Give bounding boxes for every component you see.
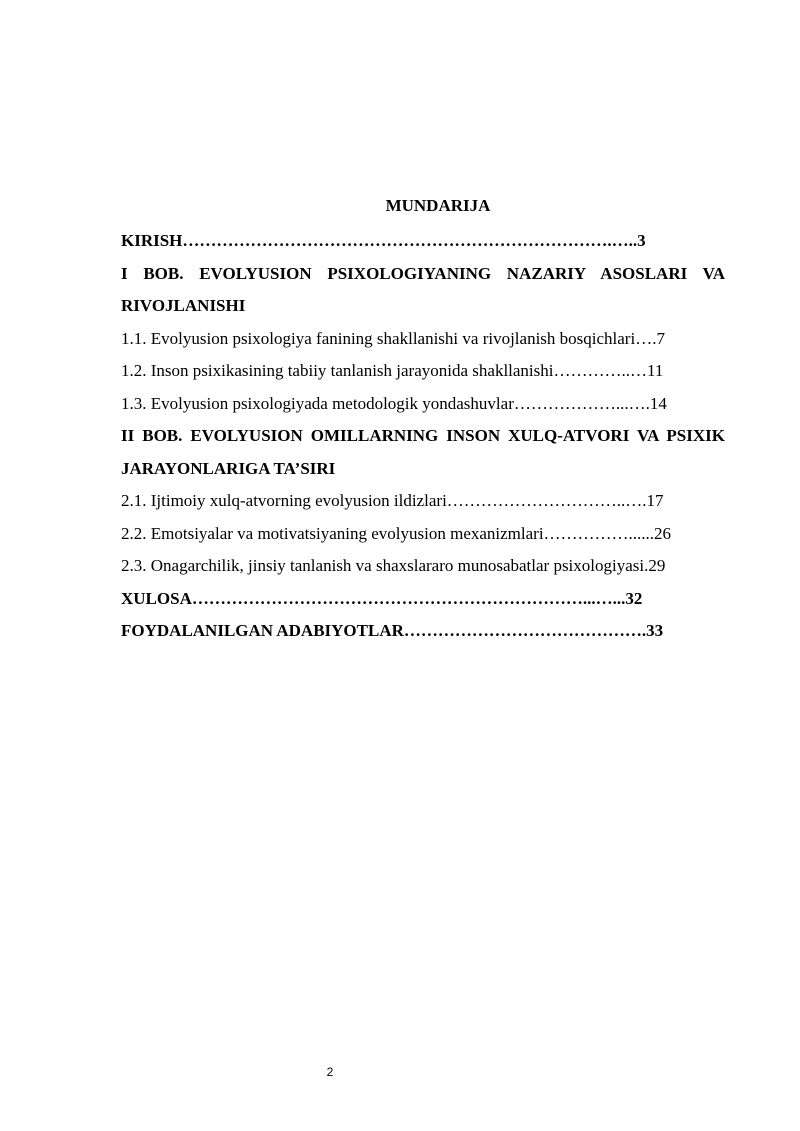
toc-entry-xulosa: XULOSA……………………………………………………………...…...32 <box>121 588 643 608</box>
toc-entry-2-2: 2.2. Emotsiyalar va motivatsiyaning evolyusion mexanizmlari……………......26 <box>121 523 672 543</box>
toc-entry-1-1: 1.1. Evolyusion psixologiya fanining shakllanishi va rivojlanish bosqichlari….7 <box>121 328 665 348</box>
toc-entry-chapter-1: I BOB. EVOLYUSION PSIXOLOGIYANING NAZARIY ASOSLARI VA RIVOJLANISHI <box>121 263 725 315</box>
toc-entry-adabiyotlar: FOYDALANILGAN ADABIYOTLAR…………………………………….33 <box>121 621 664 640</box>
toc-entry-2-3: 2.3. Onagarchilik, jinsiy tanlanish va shaxslararo munosabatlar psixologiyasi.29 <box>121 556 666 575</box>
toc-title: MUNDARIJA <box>385 196 491 215</box>
toc-entry-chapter-2: II BOB. EVOLYUSION OMILLARNING INSON XULQ-ATVORI VA PSIXIK JARAYONLARIGA TA’SIRI <box>121 426 725 478</box>
page-number: 2 <box>326 1065 334 1079</box>
table-of-contents <box>121 193 725 648</box>
toc-entry-1-2: 1.2. Inson psixikasining tabiiy tanlanish jarayonida shakllanishi…………..…11 <box>121 361 664 380</box>
toc-entry-1-3: 1.3. Evolyusion psixologiyada metodologik yondashuvlar………………...….14 <box>121 393 667 413</box>
toc-entry-kirish: KIRISH………………………………………………………………….…..3 <box>121 231 646 250</box>
toc-entry-2-1: 2.1. Ijtimoiy xulq-atvorning evolyusion ildizlari…………………………..….17 <box>121 491 664 510</box>
